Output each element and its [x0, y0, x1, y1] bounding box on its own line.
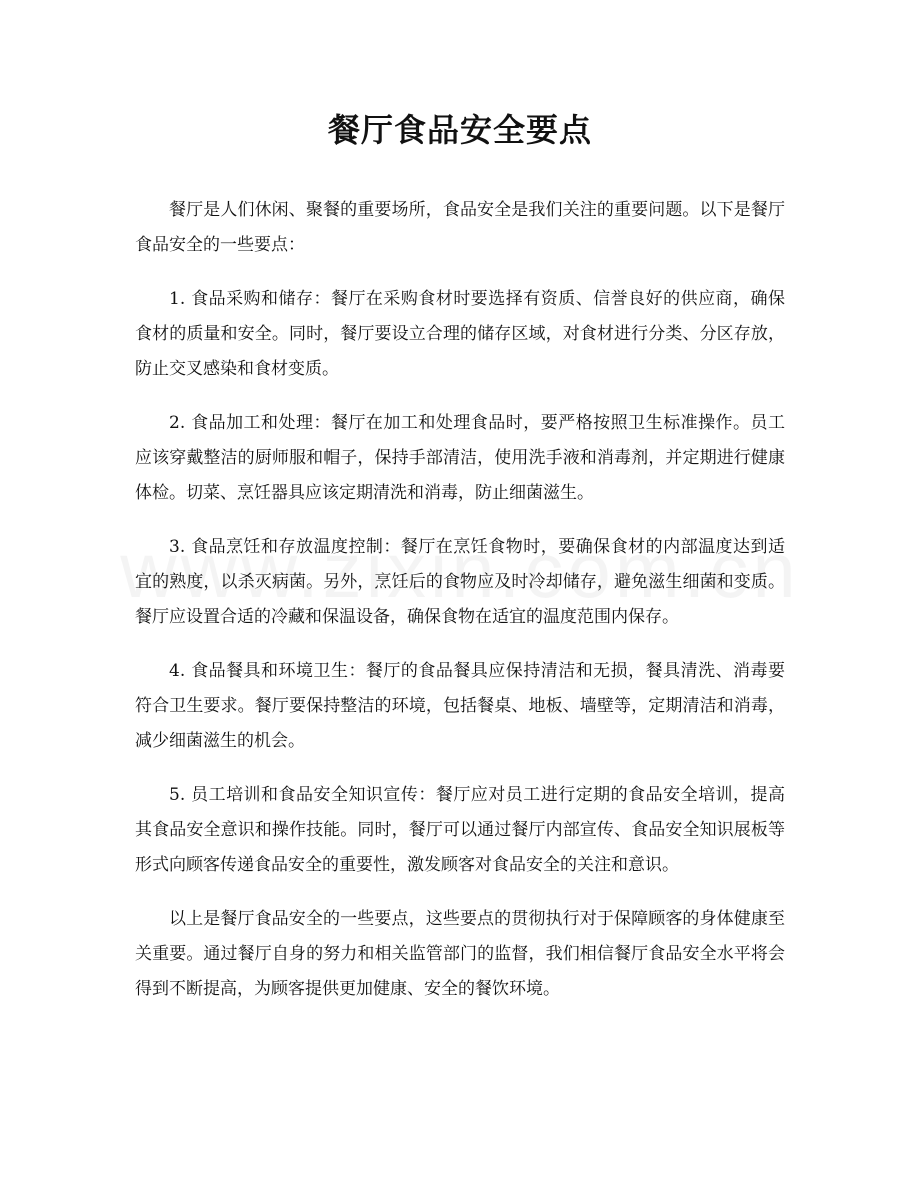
- conclusion-paragraph: 以上是餐厅食品安全的一些要点，这些要点的贯彻执行对于保障顾客的身体健康至关重要。通过餐厅自身的努力和相关监管部门的监督，我们相信餐厅食品安全水平将会得到不断提高，为顾客提供更加健康、安全的餐饮环境。: [135, 909, 785, 999]
- document-body: [135, 104, 785, 1026]
- point-5-paragraph: 5. 员工培训和食品安全知识宣传：餐厅应对员工进行定期的食品安全培训，提高其食品安全意识和操作技能。同时，餐厅可以通过餐厅内部宣传、食品安全知识展板等形式向顾客传递食品安全的重要性，激发顾客对食品安全的关注和意识。: [135, 785, 785, 875]
- point-3-paragraph: 3. 食品烹饪和存放温度控制：餐厅在烹饪食物时，要确保食材的内部温度达到适宜的熟度，以杀灭病菌。另外，烹饪后的食物应及时冷却储存，避免滋生细菌和变质。餐厅应设置合适的冷藏和保温设备，确保食物在适宜的温度范围内保存。: [135, 537, 785, 627]
- point-4-paragraph: 4. 食品餐具和环境卫生：餐厅的食品餐具应保持清洁和无损，餐具清洗、消毒要符合卫生要求。餐厅要保持整洁的环境，包括餐桌、地板、墙壁等，定期清洁和消毒，减少细菌滋生的机会。: [135, 661, 785, 751]
- point-1-paragraph: 1. 食品采购和储存：餐厅在采购食材时要选择有资质、信誉良好的供应商，确保食材的质量和安全。同时，餐厅要设立合理的储存区域，对食材进行分类、分区存放，防止交叉感染和食材变质。: [135, 289, 785, 379]
- intro-paragraph: 餐厅是人们休闲、聚餐的重要场所，食品安全是我们关注的重要问题。以下是餐厅食品安全的一些要点：: [135, 200, 785, 255]
- page-title: 餐厅食品安全要点: [327, 111, 592, 149]
- point-2-paragraph: 2. 食品加工和处理：餐厅在加工和处理食品时，要严格按照卫生标准操作。员工应该穿戴整洁的厨师服和帽子，保持手部清洁，使用洗手液和消毒剂，并定期进行健康体检。切菜、烹饪器具应该定期清洗和消毒，防止细菌滋生。: [135, 413, 785, 503]
